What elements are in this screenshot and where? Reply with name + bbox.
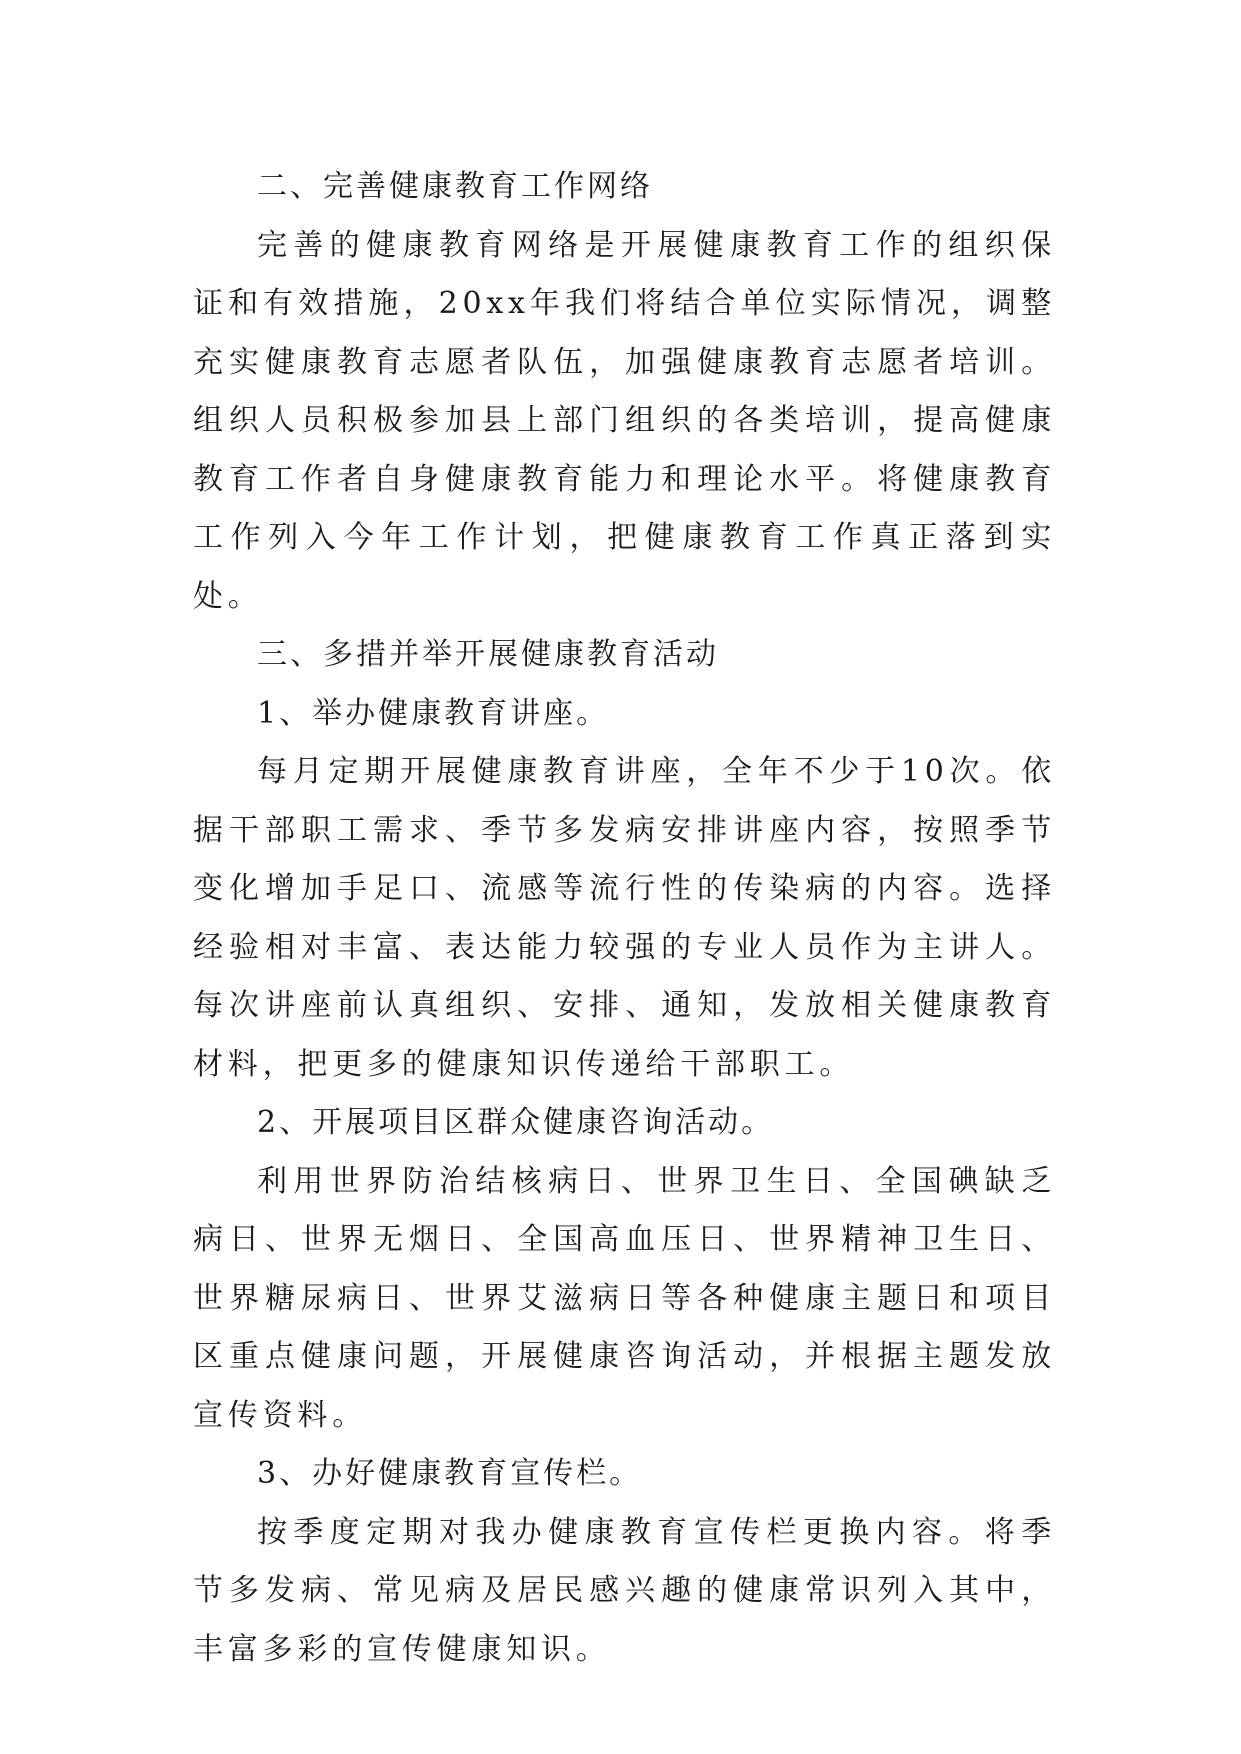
section-heading-activities: 三、多措并举开展健康教育活动 [257, 637, 719, 672]
document-body [193, 158, 1056, 1679]
paragraph-consultation: 利用世界防治结核病日、世界卫生日、全国碘缺乏病日、世界无烟日、全国高血压日、世界精神卫生日、世界糖尿病日、世界艾滋病日等各种健康主题日和项目区重点健康问题，开展健康咨询活动，并根据主题发放宣传资料。 [193, 1163, 1056, 1433]
section-heading-network: 二、完善健康教育工作网络 [257, 169, 653, 204]
paragraph-bulletin: 按季度定期对我办健康教育宣传栏更换内容。将季节多发病、常见病及居民感兴趣的健康常识列入其中，丰富多彩的宣传健康知识。 [193, 1514, 1056, 1667]
paragraph-lectures: 每月定期开展健康教育讲座，全年不少于10次。依据干部职工需求、季节多发病安排讲座内容，按照季节变化增加手足口、流感等流行性的传染病的内容。选择经验相对丰富、表达能力较强的专业人员作为主讲人。每次讲座前认真组织、安排、通知，发放相关健康教育材料，把更多的健康知识传递给干部职工。 [193, 754, 1056, 1082]
paragraph-network: 完善的健康教育网络是开展健康教育工作的组织保证和有效措施，20xx年我们将结合单位实际情况，调整充实健康教育志愿者队伍，加强健康教育志愿者培训。组织人员积极参加县上部门组织的各类培训，提高健康教育工作者自身健康教育能力和理论水平。将健康教育工作列入今年工作计划，把健康教育工作真正落到实处。 [193, 227, 1056, 614]
subheading-lectures: 1、举办健康教育讲座。 [257, 695, 610, 731]
subheading-consultation: 2、开展项目区群众健康咨询活动。 [257, 1105, 775, 1140]
subheading-bulletin: 3、办好健康教育宣传栏。 [257, 1456, 643, 1491]
